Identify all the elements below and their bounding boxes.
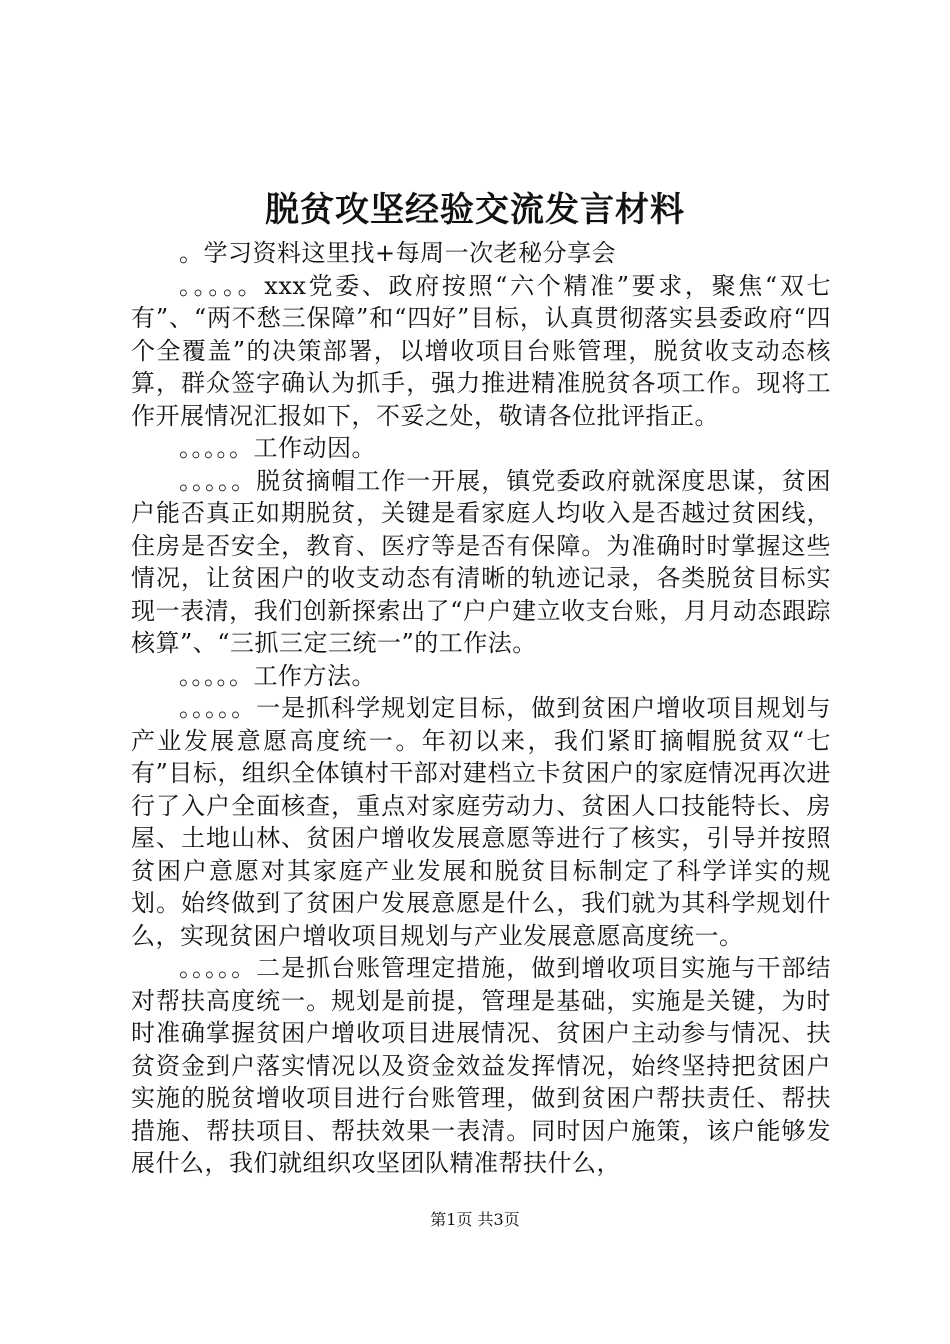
paragraph-method-one: 。。。。。一是抓科学规划定目标，做到贫困户增收项目规划与产业发展意愿高度统一。年初以来，我们紧盯摘帽脱贫双“七有”目标，组织全体镇村干部对建档立卡贫困户的家庭情况再次进行了入户全面核查，重点对家庭劳动力、贫困人口技能特长、房屋、土地山林、贫困户增收发展意愿等进行了核实，引导并按照贫困户意愿对其家庭产业发展和脱贫目标制定了科学详实的规划。始终做到了贫困户发展意愿是什么，我们就为其科学规划什么，实现贫困户增收项目规划与产业发展意愿高度统一。 <box>131 694 831 950</box>
heading-work-motivation: 。。。。。工作动因。 <box>179 434 376 462</box>
document-body <box>131 237 831 1180</box>
paragraph-work-motivation: 。。。。。脱贫摘帽工作一开展，镇党委政府就深度思谋，贫困户能否真正如期脱贫，关键是看家庭人均收入是否越过贫困线，住房是否安全，教育、医疗等是否有保障。为准确时时掌握这些情况，让贫困户的收支动态有清晰的轨迹记录，各类脱贫目标实现一表清，我们创新探索出了“户户建立收支台账，月月动态跟踪核算”、“三抓三定三统一”的工作法。 <box>131 466 831 657</box>
paragraph-intro-note: 。学习资料这里找+每周一次老秘分享会 <box>179 239 617 267</box>
paragraph-method-two: 。。。。。二是抓台账管理定措施，做到增收项目实施与干部结对帮扶高度统一。规划是前提，管理是基础，实施是关键，为时时准确掌握贫困户增收项目进展情况、贫困户主动参与情况、扶贫资金到户落实情况以及资金效益发挥情况，始终坚持把贫困户实施的脱贫增收项目进行台账管理，做到贫困户帮扶责任、帮扶措施、帮扶项目、帮扶效果一表清。同时因户施策，该户能够发展什么，我们就组织攻坚团队精准帮扶什么， <box>131 954 831 1177</box>
heading-work-method: 。。。。。工作方法。 <box>179 661 376 690</box>
document-title: 脱贫攻坚经验交流发言材料 <box>265 190 685 230</box>
paragraph-overview: 。。。。。xxx党委、政府按照“六个精准”要求，聚焦“双七有”、“两不愁三保障”和“四好”目标，认真贯彻落实县委政府“四个全覆盖”的决策部署，以增收项目台账管理，脱贫收支动态核算，群众签字确认为抓手，强力推进精准脱贫各项工作。现将工作开展情况汇报如下，不妥之处，敬请各位批评指正。 <box>131 271 831 430</box>
page-footer: 第1页 共3页 <box>430 1210 520 1229</box>
